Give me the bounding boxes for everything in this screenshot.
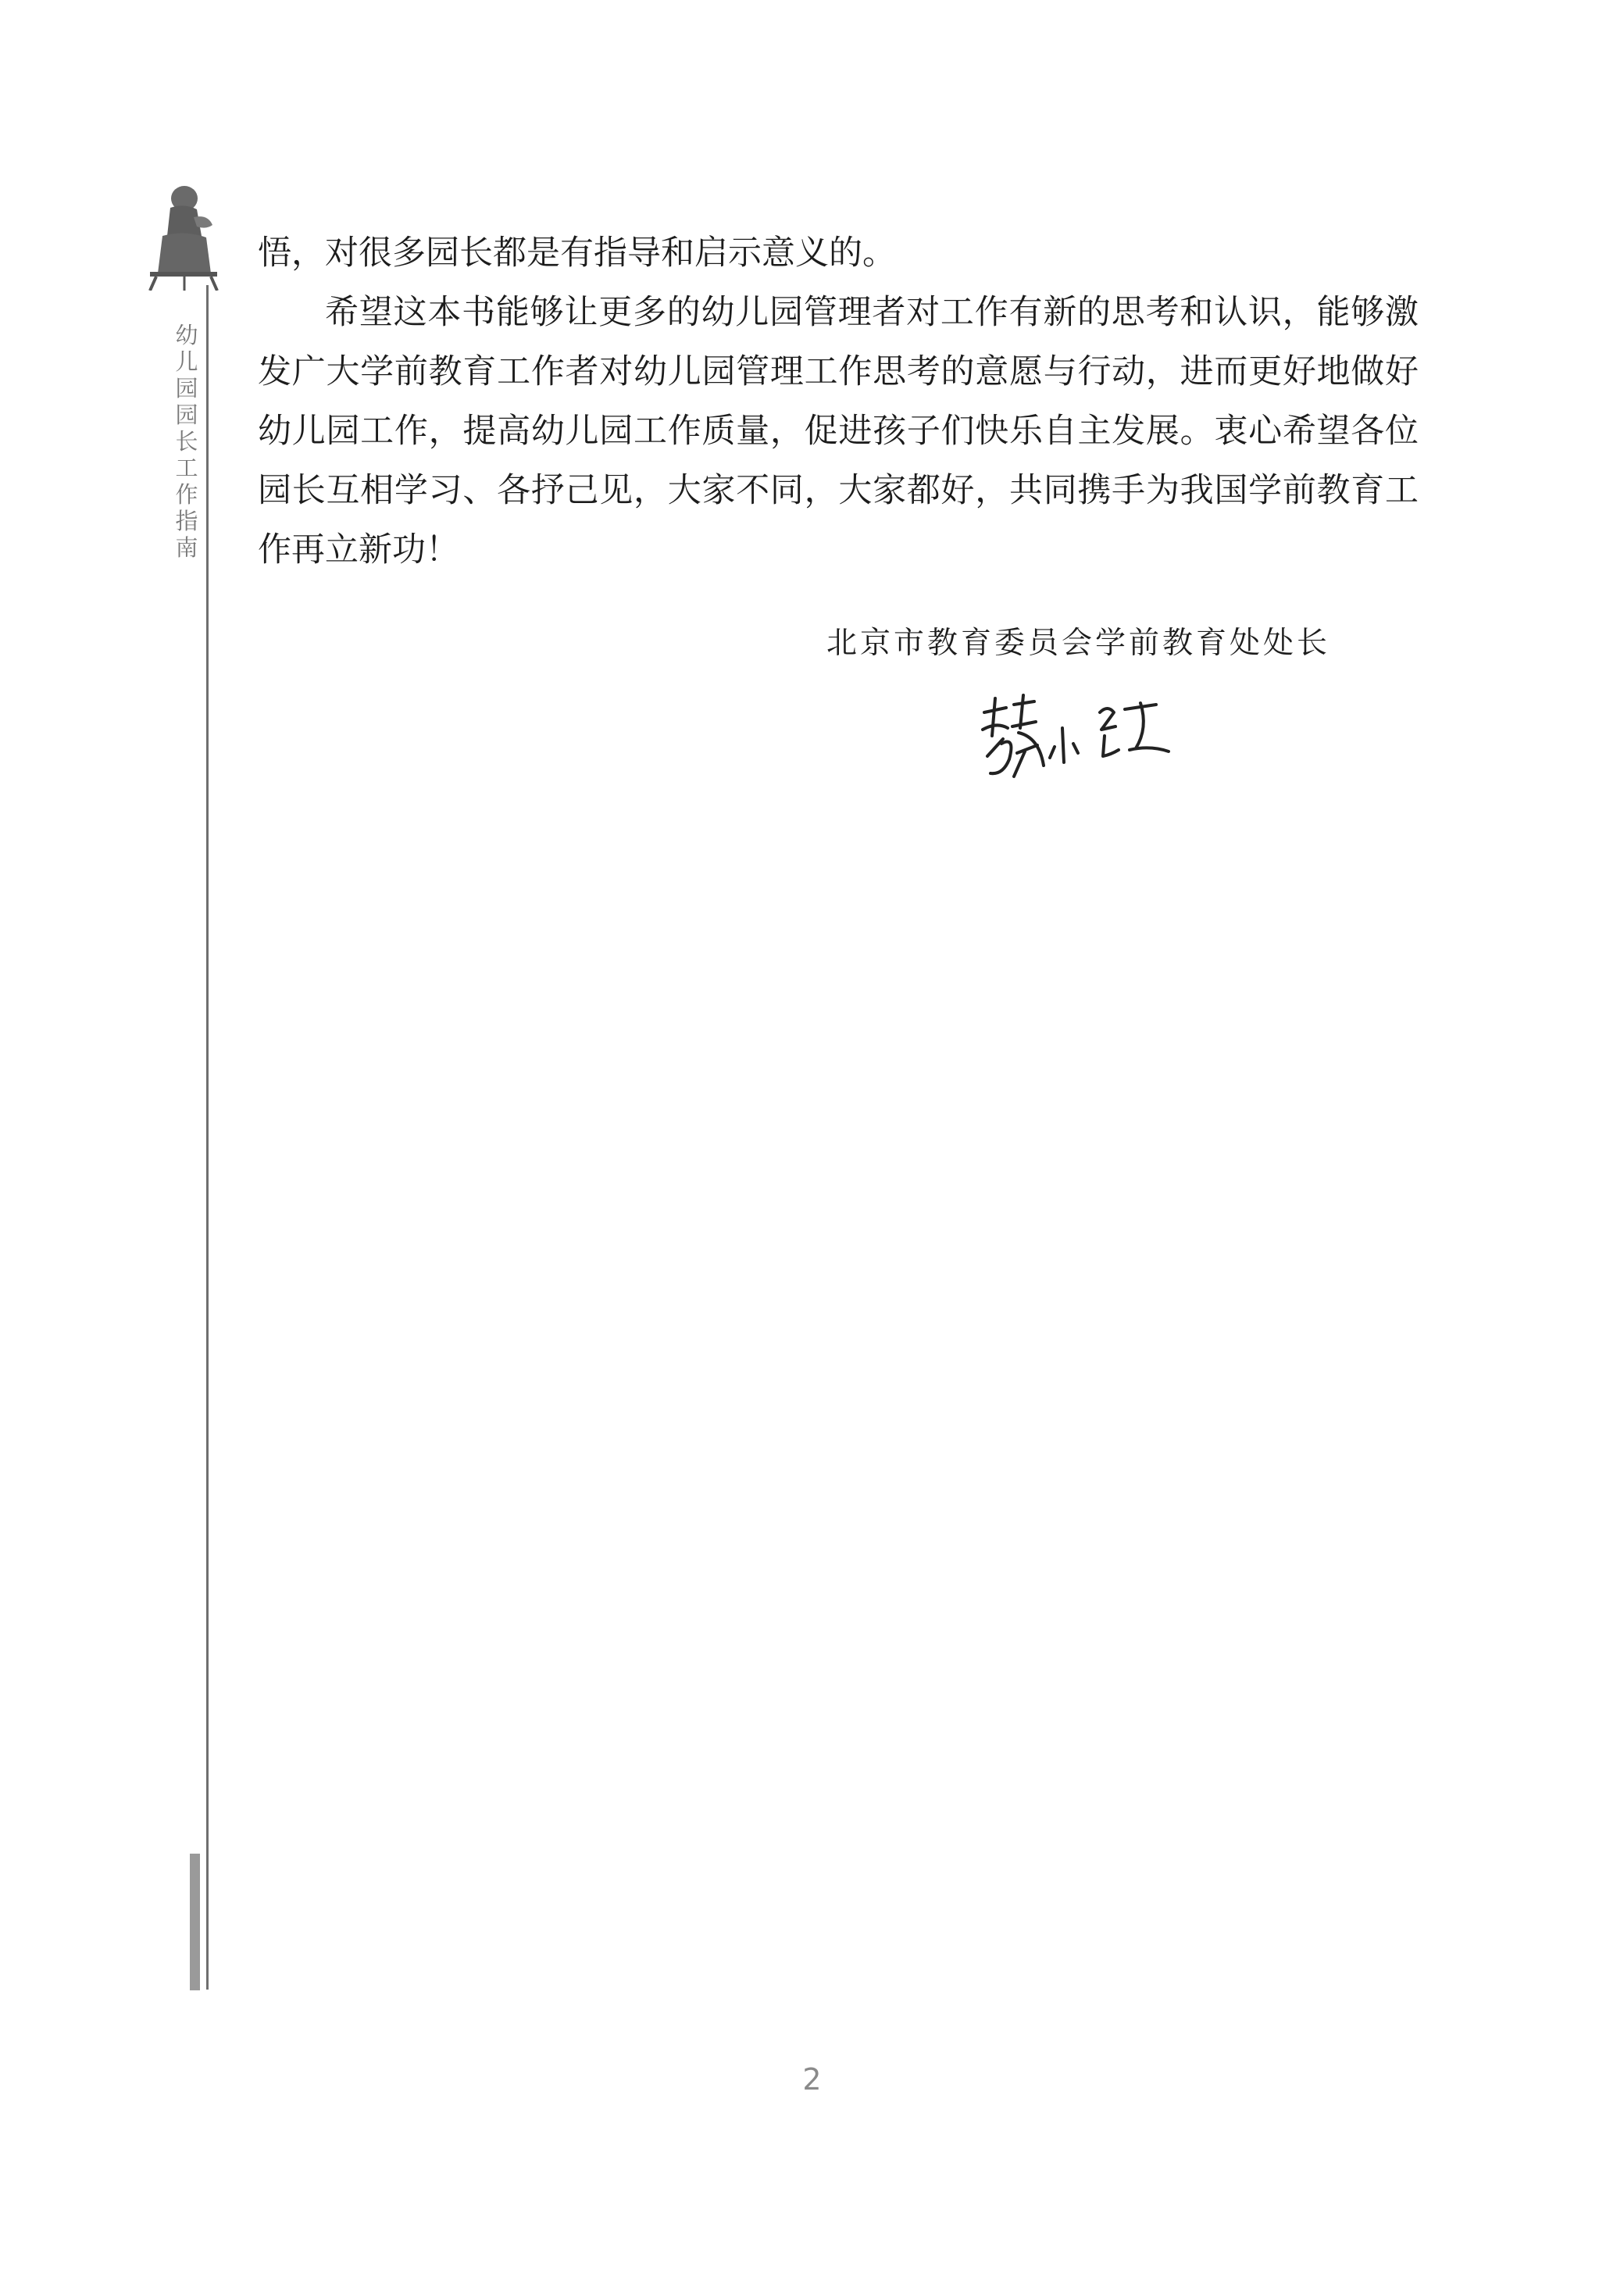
- child-reading-logo-icon: [139, 181, 223, 291]
- paragraph: 希望这本书能够让更多的幼儿园管理者对工作有新的思考和认识，能够激发广大学前教育工作者对幼儿园管理工作思考的意愿与行动，进而更好地做好幼儿园工作，提高幼儿园工作质量，促进孩子们快乐自主发展。衷心希望各位园长互相学习、各抒己见，大家不同，大家都好，共同携手为我国学前教育工作再立新功！: [258, 293, 1419, 569]
- paragraph-continued: 悟，对很多园长都是有指导和启示意义的。: [258, 234, 896, 273]
- page-number: 2: [802, 2062, 822, 2097]
- margin-rule: [206, 285, 209, 1990]
- signature-title: 北京市教育委员会学前教育处处长: [826, 626, 1331, 661]
- handwritten-signature: [969, 681, 1180, 798]
- body-text: [258, 223, 1419, 580]
- running-head: 幼儿园园长工作指南: [175, 322, 198, 561]
- margin-bar: [190, 1854, 200, 1990]
